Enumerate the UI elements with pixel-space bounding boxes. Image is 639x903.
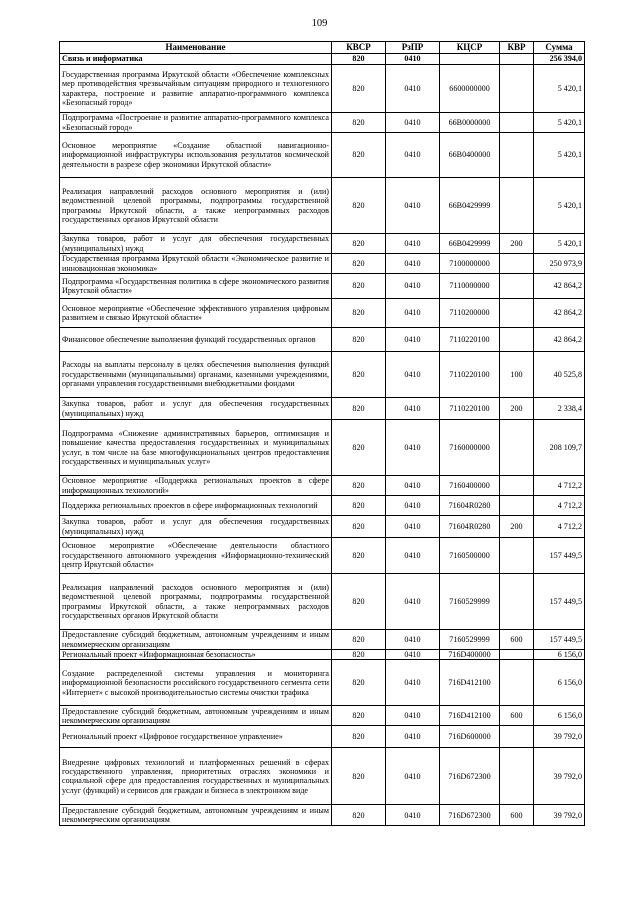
row-kcsr: 7100000000 (440, 254, 500, 274)
row-name: Реализация направлений расходов основного мероприятия и (или) ведомственной целевой программы, подпрограммы государственной программы Иркутской области, а также непрограммных расходов государственных органов Иркутской области (60, 178, 332, 234)
row-kvsr: 820 (332, 328, 386, 352)
row-kcsr: 7110200000 (440, 299, 500, 328)
row-sum: 157 449,5 (534, 574, 585, 630)
row-sum: 6 156,0 (534, 650, 585, 660)
row-kvr: 100 (500, 352, 534, 398)
row-rzpr: 0410 (386, 54, 440, 65)
row-sum: 39 792,0 (534, 726, 585, 748)
row-rzpr: 0410 (386, 660, 440, 706)
row-name: Предоставление субсидий бюджетным, автономным учреждениям и иным некоммерческим организациям (60, 805, 332, 826)
row-sum: 256 394,0 (534, 54, 585, 65)
row-kvr (500, 420, 534, 476)
row-kvsr: 820 (332, 299, 386, 328)
row-name: Поддержка региональных проектов в сфере информационных технологий (60, 496, 332, 516)
table-row (60, 630, 585, 650)
table-row (60, 496, 585, 516)
row-sum: 157 449,5 (534, 538, 585, 574)
header-sum: Сумма (534, 42, 585, 54)
row-kvr: 600 (500, 706, 534, 726)
row-rzpr: 0410 (386, 706, 440, 726)
row-kvr (500, 299, 534, 328)
row-kvr (500, 538, 534, 574)
row-rzpr: 0410 (386, 516, 440, 538)
row-kcsr: 7160000000 (440, 420, 500, 476)
row-kvsr: 820 (332, 496, 386, 516)
row-sum: 39 792,0 (534, 748, 585, 805)
row-kcsr: 7160529999 (440, 630, 500, 650)
row-kvr: 200 (500, 516, 534, 538)
row-sum: 39 792,0 (534, 805, 585, 826)
row-kvsr: 820 (332, 178, 386, 234)
row-kvr: 600 (500, 630, 534, 650)
row-rzpr: 0410 (386, 574, 440, 630)
table-row (60, 726, 585, 748)
table-row (60, 113, 585, 133)
table-row (60, 706, 585, 726)
row-name: Государственная программа Иркутской области «Экономическое развитие и инновационная экономика» (60, 254, 332, 274)
table-header-row (60, 42, 585, 54)
table-row (60, 805, 585, 826)
row-kcsr: 7160500000 (440, 538, 500, 574)
header-kcsr: КЦСР (440, 42, 500, 54)
row-sum: 5 420,1 (534, 113, 585, 133)
row-kcsr: 7160400000 (440, 476, 500, 496)
row-kcsr: 66В0429999 (440, 178, 500, 234)
row-kvr (500, 54, 534, 65)
row-kcsr: 66В0000000 (440, 113, 500, 133)
row-name: Закупка товаров, работ и услуг для обеспечения государственных (муниципальных) нужд (60, 234, 332, 254)
row-kcsr: 7110000000 (440, 274, 500, 299)
row-kvsr: 820 (332, 254, 386, 274)
row-sum: 4 712,2 (534, 476, 585, 496)
row-kvr (500, 650, 534, 660)
row-kvr (500, 476, 534, 496)
row-sum: 6 156,0 (534, 660, 585, 706)
row-sum: 5 420,1 (534, 234, 585, 254)
row-kcsr: 6600000000 (440, 65, 500, 113)
row-rzpr: 0410 (386, 538, 440, 574)
row-name: Связь и информатика (60, 54, 332, 65)
table-row (60, 65, 585, 113)
row-rzpr: 0410 (386, 299, 440, 328)
row-kvr (500, 178, 534, 234)
row-kvsr: 820 (332, 574, 386, 630)
row-kvr (500, 113, 534, 133)
row-kcsr (440, 54, 500, 65)
row-name: Основное мероприятие «Обеспечение эффективного управления цифровым развитием и связью Иркутской области» (60, 299, 332, 328)
table-row (60, 234, 585, 254)
table-row (60, 133, 585, 178)
row-name: Предоставление субсидий бюджетным, автономным учреждениям и иным некоммерческим организациям (60, 630, 332, 650)
row-kvsr: 820 (332, 352, 386, 398)
row-kvsr: 820 (332, 113, 386, 133)
row-name: Подпрограмма «Построение и развитие аппаратно-программного комплекса «Безопасный город» (60, 113, 332, 133)
row-kcsr: 66В0400000 (440, 133, 500, 178)
row-kvsr: 820 (332, 274, 386, 299)
table-row (60, 54, 585, 65)
row-rzpr: 0410 (386, 254, 440, 274)
row-kvr (500, 726, 534, 748)
row-rzpr: 0410 (386, 398, 440, 420)
row-kvsr: 820 (332, 660, 386, 706)
row-kvsr: 820 (332, 54, 386, 65)
row-kvr (500, 748, 534, 805)
row-rzpr: 0410 (386, 726, 440, 748)
row-sum: 42 864,2 (534, 274, 585, 299)
row-name: Основное мероприятие «Обеспечение деятельности областного государственного автономного учреждения «Информационно-технический центр Иркутской области» (60, 538, 332, 574)
row-sum: 5 420,1 (534, 178, 585, 234)
row-kvr (500, 574, 534, 630)
row-rzpr: 0410 (386, 630, 440, 650)
row-kvsr: 820 (332, 805, 386, 826)
row-kcsr: 7160529999 (440, 574, 500, 630)
table-row (60, 538, 585, 574)
row-rzpr: 0410 (386, 65, 440, 113)
row-sum: 42 864,2 (534, 299, 585, 328)
row-kcsr: 716D672300 (440, 748, 500, 805)
row-kvsr: 820 (332, 726, 386, 748)
row-kcsr: 716D400000 (440, 650, 500, 660)
row-rzpr: 0410 (386, 496, 440, 516)
row-kvr (500, 65, 534, 113)
table-row (60, 299, 585, 328)
row-sum: 5 420,1 (534, 133, 585, 178)
row-sum: 5 420,1 (534, 65, 585, 113)
row-sum: 4 712,2 (534, 516, 585, 538)
row-sum: 6 156,0 (534, 706, 585, 726)
row-kcsr: 7110220100 (440, 328, 500, 352)
table-row (60, 254, 585, 274)
row-name: Основное мероприятие «Поддержка региональных проектов в сфере информационных технологий» (60, 476, 332, 496)
row-kcsr: 71604R0280 (440, 516, 500, 538)
row-kvr: 600 (500, 805, 534, 826)
header-kvr: КВР (500, 42, 534, 54)
row-kvsr: 820 (332, 748, 386, 805)
row-kvsr: 820 (332, 538, 386, 574)
table-row (60, 178, 585, 234)
row-rzpr: 0410 (386, 650, 440, 660)
header-rzpr: РзПР (386, 42, 440, 54)
row-name: Закупка товаров, работ и услуг для обеспечения государственных (муниципальных) нужд (60, 398, 332, 420)
row-kvsr: 820 (332, 65, 386, 113)
row-kvsr: 820 (332, 133, 386, 178)
row-kvr (500, 254, 534, 274)
row-name: Внедрение цифровых технологий и платформенных решений в сферах государственного управления, приоритетных отраслях экономики и социальной сфере для предоставления государственных и муниципальных услуг (функций) и сервисов для граждан и бизнеса в электронном виде (60, 748, 332, 805)
row-kvsr: 820 (332, 706, 386, 726)
budget-table (59, 41, 585, 826)
row-kvr (500, 328, 534, 352)
row-kvsr: 820 (332, 650, 386, 660)
table-body (60, 54, 585, 826)
table-row (60, 274, 585, 299)
header-kvsr: КВСР (332, 42, 386, 54)
row-kcsr: 7110220100 (440, 398, 500, 420)
row-rzpr: 0410 (386, 133, 440, 178)
row-rzpr: 0410 (386, 234, 440, 254)
table-row (60, 516, 585, 538)
table-row (60, 420, 585, 476)
table-row (60, 660, 585, 706)
row-kvsr: 820 (332, 516, 386, 538)
row-rzpr: 0410 (386, 420, 440, 476)
header-name: Наименование (60, 42, 332, 54)
row-sum: 42 864,2 (534, 328, 585, 352)
table-row (60, 328, 585, 352)
row-kvsr: 820 (332, 420, 386, 476)
row-kvr (500, 133, 534, 178)
table-row (60, 650, 585, 660)
row-kvsr: 820 (332, 476, 386, 496)
row-name: Реализация направлений расходов основного мероприятия и (или) ведомственной целевой программы, подпрограммы государственной программы Иркутской области, а также непрограммных расходов государственных органов Иркутской области (60, 574, 332, 630)
row-kcsr: 71604R0280 (440, 496, 500, 516)
row-rzpr: 0410 (386, 352, 440, 398)
row-name: Подпрограмма «Государственная политика в сфере экономического развития Иркутской области» (60, 274, 332, 299)
row-name: Предоставление субсидий бюджетным, автономным учреждениям и иным некоммерческим организациям (60, 706, 332, 726)
row-kvsr: 820 (332, 234, 386, 254)
row-kcsr: 7110220100 (440, 352, 500, 398)
row-name: Основное мероприятие «Создание областной навигационно-информационной инфраструктуры использования результатов космической деятельности в разрезе сфер экономики Иркутской области» (60, 133, 332, 178)
row-name: Расходы на выплаты персоналу в целях обеспечения выполнения функций государственными (муниципальными) органами, казенными учреждениями, органами управления государственными внебюджетными фондами (60, 352, 332, 398)
row-sum: 2 338,4 (534, 398, 585, 420)
row-name: Подпрограмма «Снижение административных барьеров, оптимизация и повышение качества предоставления государственных и муниципальных услуг, в том числе на базе многофункциональных центров предоставления государственных и муниципальных услуг» (60, 420, 332, 476)
row-name: Финансовое обеспечение выполнения функций государственных органов (60, 328, 332, 352)
row-rzpr: 0410 (386, 178, 440, 234)
row-rzpr: 0410 (386, 328, 440, 352)
row-kcsr: 716D412100 (440, 706, 500, 726)
row-kvsr: 820 (332, 398, 386, 420)
row-rzpr: 0410 (386, 476, 440, 496)
row-kvr (500, 274, 534, 299)
table-row (60, 476, 585, 496)
row-sum: 40 525,8 (534, 352, 585, 398)
row-sum: 4 712,2 (534, 496, 585, 516)
table-row (60, 352, 585, 398)
row-kcsr: 716D672300 (440, 805, 500, 826)
row-name: Закупка товаров, работ и услуг для обеспечения государственных (муниципальных) нужд (60, 516, 332, 538)
row-kvr: 200 (500, 234, 534, 254)
row-kvsr: 820 (332, 630, 386, 650)
row-rzpr: 0410 (386, 748, 440, 805)
row-name: Государственная программа Иркутской области «Обеспечение комплексных мер противодействия чрезвычайным ситуациям природного и техногенного характера, построение и развитие аппаратно-программного комплекса «Безопасный город» (60, 65, 332, 113)
row-kcsr: 66В0429999 (440, 234, 500, 254)
page-number: 109 (311, 18, 328, 29)
row-kcsr: 716D600000 (440, 726, 500, 748)
table-row (60, 574, 585, 630)
row-sum: 250 973,9 (534, 254, 585, 274)
table-row (60, 748, 585, 805)
row-kvr (500, 496, 534, 516)
row-sum: 157 449,5 (534, 630, 585, 650)
row-sum: 208 109,7 (534, 420, 585, 476)
table-row (60, 398, 585, 420)
row-kcsr: 716D412100 (440, 660, 500, 706)
row-name: Создание распределенной системы управления и мониторинга информационной безопасности российского государственного сегмента сети «Интернет» с высокой производительностью системы очистки трафика (60, 660, 332, 706)
row-name: Региональный проект «Цифровое государственное управление» (60, 726, 332, 748)
row-kvr: 200 (500, 398, 534, 420)
row-rzpr: 0410 (386, 805, 440, 826)
row-rzpr: 0410 (386, 274, 440, 299)
row-rzpr: 0410 (386, 113, 440, 133)
row-name: Региональный проект «Информационная безопасность» (60, 650, 332, 660)
row-kvr (500, 660, 534, 706)
